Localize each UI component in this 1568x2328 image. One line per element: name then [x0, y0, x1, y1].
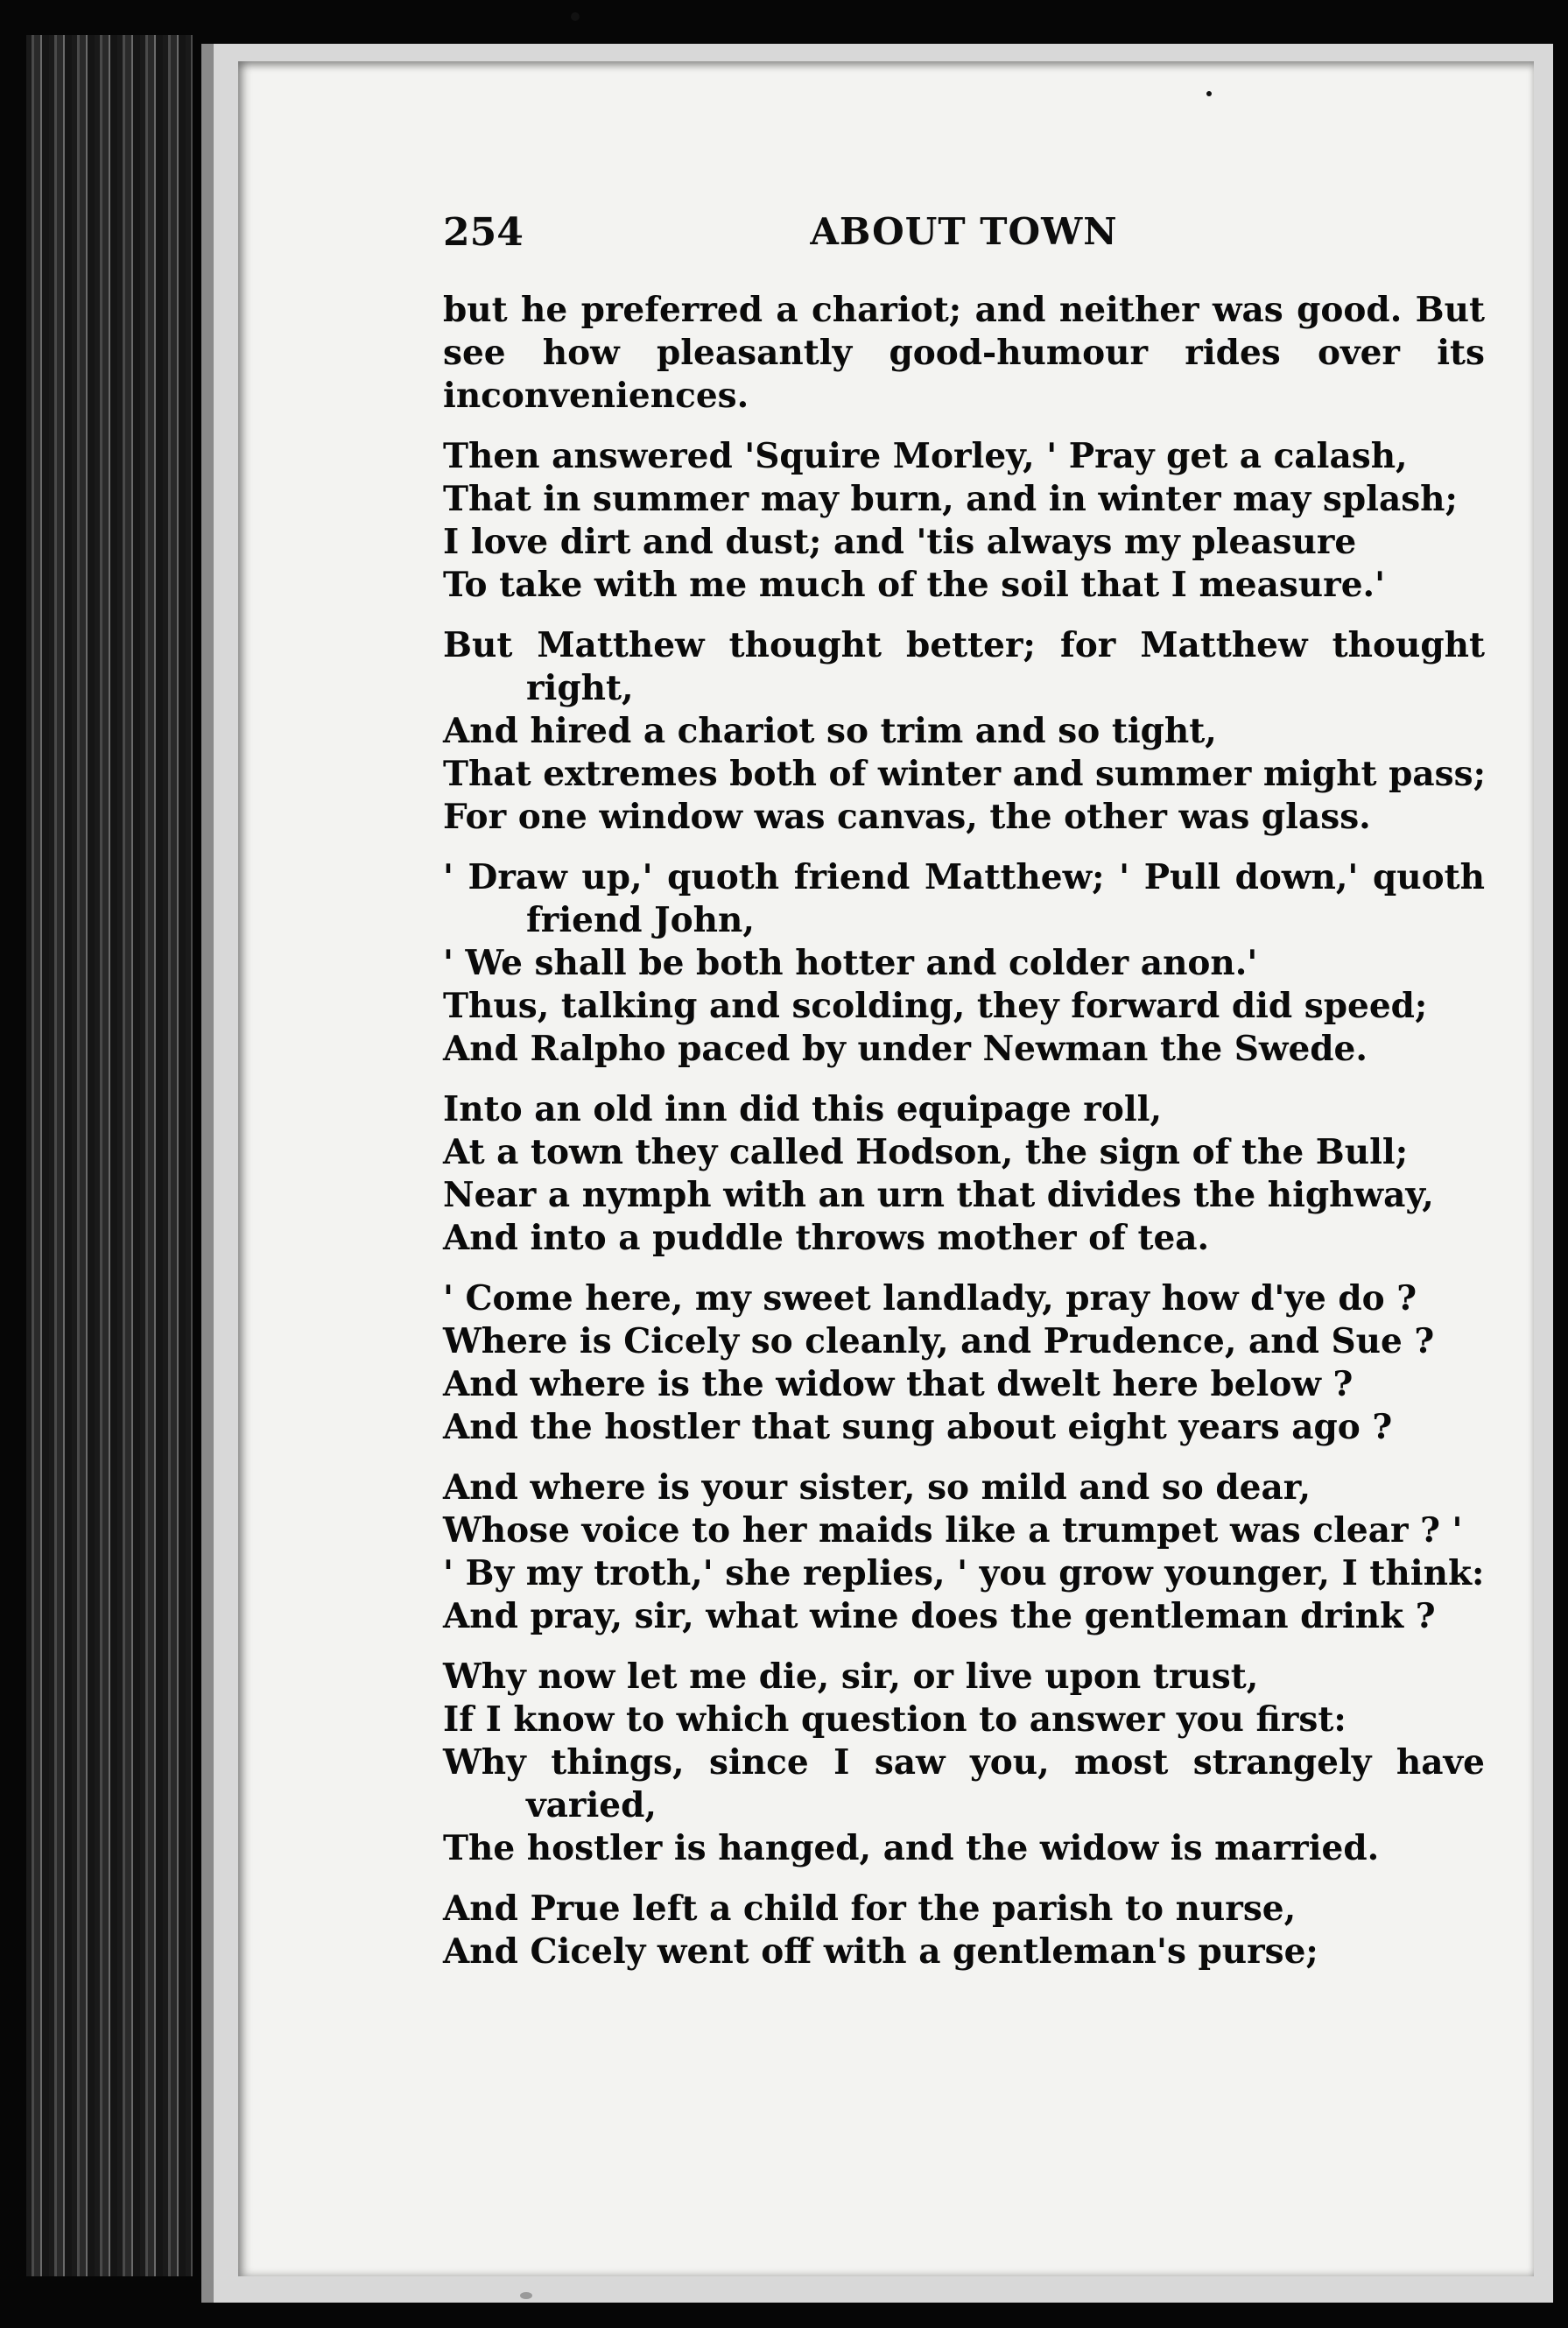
poem — [443, 435, 1485, 1973]
verse-line: And Ralpho paced by under Newman the Swede. — [443, 1029, 1368, 1069]
page-number: 254 — [443, 210, 524, 255]
verse-line: Where is Cicely so cleanly, and Prudence, and Sue ? — [443, 1321, 1435, 1361]
verse-line: ' By my troth,' she replies, ' you grow younger, I think: — [443, 1553, 1485, 1593]
verse-line: And where is the widow that dwelt here below ? — [443, 1364, 1354, 1404]
dust-speck — [520, 2292, 532, 2299]
verse-line: But Matthew thought better; for Matthew thought — [443, 625, 1485, 665]
verse-line: I love dirt and dust; and 'tis always my pleasure — [443, 522, 1357, 562]
verse-line: Near a nymph with an urn that divides the highway, — [443, 1175, 1434, 1215]
verse-line: ' Draw up,' quoth friend Matthew; ' Pull down,' quoth — [443, 857, 1485, 897]
running-title: ABOUT TOWN — [810, 210, 1118, 253]
dust-speck — [571, 12, 580, 21]
verse-line: Thus, talking and scolding, they forward did speed; — [443, 986, 1428, 1026]
verse-line: And Prue left a child for the parish to nurse, — [443, 1888, 1297, 1929]
verse-line: And the hostler that sung about eight years ago ? — [443, 1407, 1393, 1447]
stanza — [443, 435, 1485, 607]
stanza — [443, 1888, 1485, 1973]
verse-line: And Cicely went off with a gentleman's purse; — [443, 1931, 1318, 1972]
verse-line: That extremes both of winter and summer might pass; — [443, 754, 1486, 794]
stanza — [443, 1088, 1485, 1260]
stanza — [443, 856, 1485, 1071]
verse-line: To take with me much of the soil that I measure.' — [443, 565, 1386, 605]
verse-line: And into a puddle throws mother of tea. — [443, 1218, 1210, 1258]
verse-line: At a town they called Hodson, the sign of the Bull; — [443, 1132, 1409, 1172]
verse-line: If I know to which question to answer you first: — [443, 1699, 1347, 1740]
stanza — [443, 624, 1485, 839]
verse-line: varied, — [526, 1785, 657, 1825]
verse-line: That in summer may burn, and in winter may splash; — [443, 479, 1458, 519]
stanza — [443, 1656, 1485, 1870]
page-header — [443, 210, 1485, 271]
verse-line: And hired a chariot so trim and so tight, — [443, 711, 1217, 751]
stanza — [443, 1277, 1485, 1449]
verse-line: The hostler is hanged, and the widow is married. — [443, 1828, 1380, 1868]
stanza — [443, 1466, 1485, 1638]
verse-line: Then answered 'Squire Morley, ' Pray get a calash, — [443, 436, 1408, 476]
verse-line: ' Come here, my sweet landlady, pray how d'ye do ? — [443, 1278, 1417, 1319]
verse-line: And pray, sir, what wine does the gentleman drink ? — [443, 1596, 1436, 1636]
verse-line: For one window was canvas, the other was glass. — [443, 797, 1371, 837]
verse-line: Whose voice to her maids like a trumpet was clear ? ' — [443, 1510, 1463, 1551]
verse-line: Why things, since I saw you, most strangely have — [443, 1742, 1485, 1783]
verse-line: right, — [526, 668, 634, 708]
verse-line: Into an old inn did this equipage roll, — [443, 1089, 1163, 1129]
verse-line: Why now let me die, sir, or live upon trust, — [443, 1656, 1259, 1697]
dust-speck — [1206, 91, 1212, 96]
page-body — [443, 289, 1485, 1991]
verse-line: friend John, — [526, 900, 755, 940]
book-binding-edge — [26, 35, 193, 2276]
verse-line: And where is your sister, so mild and so dear, — [443, 1467, 1311, 1508]
verse-line: ' We shall be both hotter and colder anon.' — [443, 943, 1258, 983]
prose-paragraph: but he preferred a chariot; and neither was good. But see how pleasantly good-humour rides over its inconveniences. — [443, 290, 1485, 416]
